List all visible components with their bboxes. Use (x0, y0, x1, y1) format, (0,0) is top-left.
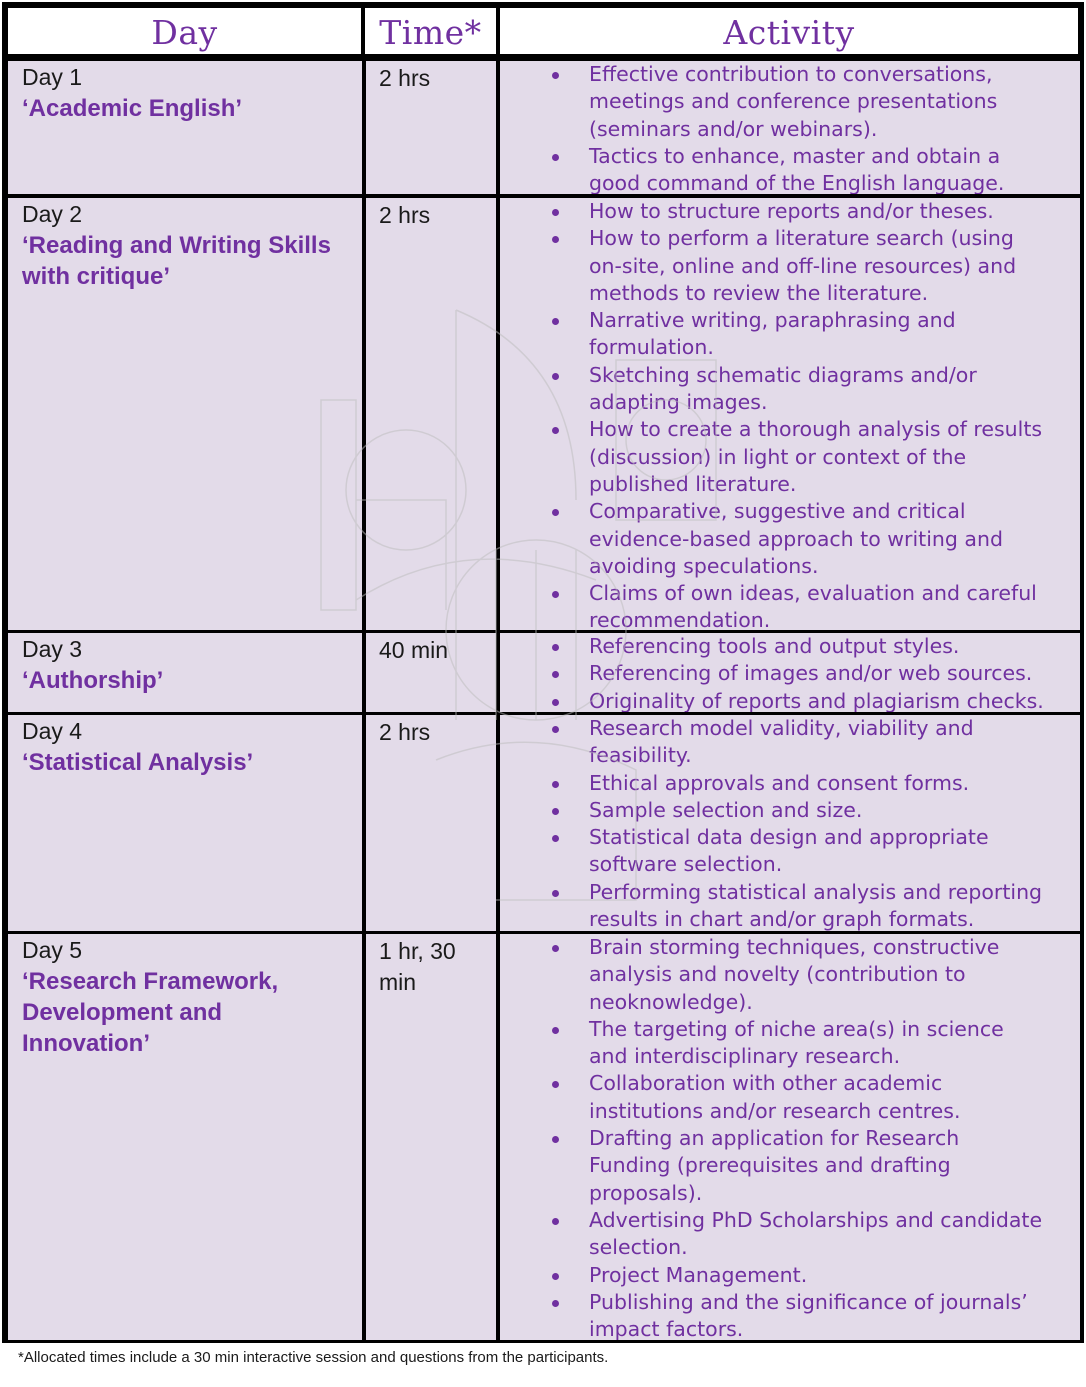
activity-line: Sample selection and size. (589, 797, 863, 822)
bullet-dot-icon (552, 509, 559, 516)
day-label: Day 2 (22, 201, 83, 227)
activity-line: (seminars and/or webinars). (589, 116, 878, 141)
day-cell (8, 934, 362, 1340)
activity-line: Publishing and the significance of journals’ (589, 1289, 1028, 1314)
session-title: Innovation’ (22, 1030, 150, 1057)
activity-line: How to perform a literature search (using (589, 226, 1014, 251)
day-label: Day 1 (22, 64, 83, 90)
activity-list (500, 715, 1080, 931)
bullet-dot-icon (552, 945, 559, 952)
activity-item (500, 198, 1080, 225)
activity-line: (discussion) in light or context of the (589, 444, 967, 469)
activity-line: Originality of reports and plagiarism checks. (589, 688, 1044, 712)
time-value: 2 hrs (379, 65, 431, 91)
activity-line: Tactics to enhance, master and obtain a (589, 143, 1001, 168)
activity-line: analysis and novelty (contribution to (589, 962, 966, 987)
activity-line: Advertising PhD Scholarships and candidate (589, 1207, 1043, 1232)
bullet-dot-icon (552, 373, 559, 380)
activity-item (500, 362, 1080, 417)
session-title: ‘Research Framework, (22, 968, 279, 995)
activity-line: Referencing tools and output styles. (589, 634, 960, 658)
activity-item (500, 61, 1080, 143)
day-label: Day 3 (22, 636, 83, 662)
day-label: Day 4 (22, 718, 83, 744)
time-value: 2 hrs (379, 719, 431, 745)
activity-line: Statistical data design and appropriate (589, 825, 989, 850)
bullet-dot-icon (552, 591, 559, 598)
activity-line: formulation. (589, 335, 714, 360)
activity-line: meetings and conference presentations (589, 89, 998, 114)
activity-line: Ethical approvals and consent forms. (589, 770, 970, 795)
activity-line: Research model validity, viability and (589, 716, 974, 740)
session-title: with critique’ (22, 263, 171, 290)
activity-line: How to create a thorough analysis of results (589, 417, 1043, 442)
bullet-dot-icon (552, 890, 559, 897)
activity-item (500, 143, 1080, 194)
activity-item (500, 688, 1080, 712)
activity-line: Collaboration with other academic (589, 1071, 943, 1096)
bullet-dot-icon (552, 1136, 559, 1143)
activity-item (500, 1016, 1080, 1071)
activity-line: results in chart and/or graph formats. (589, 907, 975, 931)
bullet-dot-icon (552, 644, 559, 651)
activity-line: impact factors. (589, 1317, 744, 1340)
activity-line: and interdisciplinary research. (589, 1044, 901, 1069)
time-value: min (379, 969, 417, 995)
activity-line: software selection. (589, 852, 783, 877)
activity-cell (500, 633, 1080, 712)
time-value: 2 hrs (379, 202, 431, 228)
day-label: Day 5 (22, 937, 83, 963)
activity-line: Funding (prerequisites and drafting (589, 1153, 951, 1178)
bullet-dot-icon (552, 154, 559, 161)
header-day: Day (8, 8, 361, 54)
activity-line: good command of the English language. (589, 171, 1005, 194)
activity-line: adapting images. (589, 390, 768, 415)
activity-item (500, 879, 1080, 931)
bullet-dot-icon (552, 318, 559, 325)
schedule-table (2, 2, 1084, 1343)
activity-line: evidence-based approach to writing and (589, 526, 1003, 551)
header-time: Time* (365, 8, 496, 54)
bullet-dot-icon (552, 1081, 559, 1088)
bullet-dot-icon (552, 1300, 559, 1307)
activity-item (500, 1125, 1080, 1207)
activity-line: Sketching schematic diagrams and/or (589, 362, 977, 387)
activity-list (500, 633, 1080, 712)
bullet-dot-icon (552, 835, 559, 842)
time-value: 1 hr, 30 (379, 938, 456, 964)
day-cell (8, 61, 362, 194)
activity-item (500, 498, 1080, 580)
activity-line: Brain storming techniques, constructive (589, 935, 1000, 959)
activity-line: methods to review the literature. (589, 280, 929, 305)
activity-item (500, 824, 1080, 879)
bullet-dot-icon (552, 1273, 559, 1280)
activity-cell (500, 715, 1080, 931)
bullet-dot-icon (552, 808, 559, 815)
activity-item (500, 770, 1080, 797)
footnote: *Allocated times include a 30 min interactive session and questions from the participants. (18, 1349, 609, 1366)
bullet-dot-icon (552, 781, 559, 788)
bullet-dot-icon (552, 427, 559, 434)
activity-list (500, 934, 1080, 1340)
time-value: 40 min (379, 637, 449, 663)
activity-line: institutions and/or research centres. (589, 1098, 961, 1123)
bullet-dot-icon (552, 72, 559, 79)
activity-line: feasibility. (589, 743, 692, 768)
activity-item (500, 1289, 1080, 1340)
bullet-dot-icon (552, 1027, 559, 1034)
activity-line: Referencing of images and/or web sources. (589, 661, 1033, 686)
session-title: ‘Statistical Analysis’ (22, 749, 254, 776)
activity-line: Effective contribution to conversations, (589, 62, 993, 86)
activity-line: Drafting an application for Research (589, 1126, 960, 1151)
activity-line: Project Management. (589, 1262, 808, 1287)
activity-list (500, 198, 1080, 630)
activity-line: The targeting of niche area(s) in science (589, 1016, 1004, 1041)
activity-line: avoiding speculations. (589, 553, 819, 578)
activity-line: Performing statistical analysis and reporting (589, 879, 1043, 904)
time-cell (366, 633, 496, 712)
session-title: ‘Reading and Writing Skills (22, 232, 331, 259)
header-activity: Activity (500, 8, 1078, 54)
activity-item (500, 307, 1080, 362)
activity-item (500, 715, 1080, 770)
session-title: ‘Academic English’ (22, 95, 243, 122)
bullet-dot-icon (552, 726, 559, 733)
activity-line: selection. (589, 1235, 688, 1260)
activity-line: proposals). (589, 1180, 703, 1205)
activity-cell (500, 198, 1080, 630)
time-cell (366, 198, 496, 630)
activity-item (500, 797, 1080, 824)
bullet-dot-icon (552, 671, 559, 678)
activity-item (500, 1207, 1080, 1262)
activity-line: neoknowledge). (589, 989, 753, 1014)
bullet-dot-icon (552, 1218, 559, 1225)
activity-item (500, 633, 1080, 660)
activity-line: on-site, online and off-line resources) and (589, 253, 1017, 278)
bullet-dot-icon (552, 699, 559, 706)
activity-item (500, 1070, 1080, 1125)
bullet-dot-icon (552, 209, 559, 216)
activity-line: recommendation. (589, 608, 771, 630)
activity-item (500, 934, 1080, 1016)
activity-cell (500, 61, 1080, 194)
time-cell (366, 715, 496, 931)
session-title: ‘Authorship’ (22, 667, 164, 694)
activity-item (500, 416, 1080, 498)
activity-line: Claims of own ideas, evaluation and careful (589, 581, 1037, 606)
activity-cell (500, 934, 1080, 1340)
activity-item (500, 580, 1080, 630)
time-cell (366, 934, 496, 1340)
activity-line: Comparative, suggestive and critical (589, 499, 966, 524)
activity-line: How to structure reports and/or theses. (589, 199, 994, 223)
activity-line: published literature. (589, 471, 797, 496)
activity-item (500, 660, 1080, 687)
bullet-dot-icon (552, 236, 559, 243)
activity-list (500, 61, 1080, 194)
activity-item (500, 1262, 1080, 1289)
day-cell (8, 633, 362, 712)
day-cell (8, 715, 362, 931)
time-cell (366, 61, 496, 194)
activity-line: Narrative writing, paraphrasing and (589, 308, 956, 333)
activity-item (500, 225, 1080, 307)
session-title: Development and (22, 999, 223, 1026)
day-cell (8, 198, 362, 630)
